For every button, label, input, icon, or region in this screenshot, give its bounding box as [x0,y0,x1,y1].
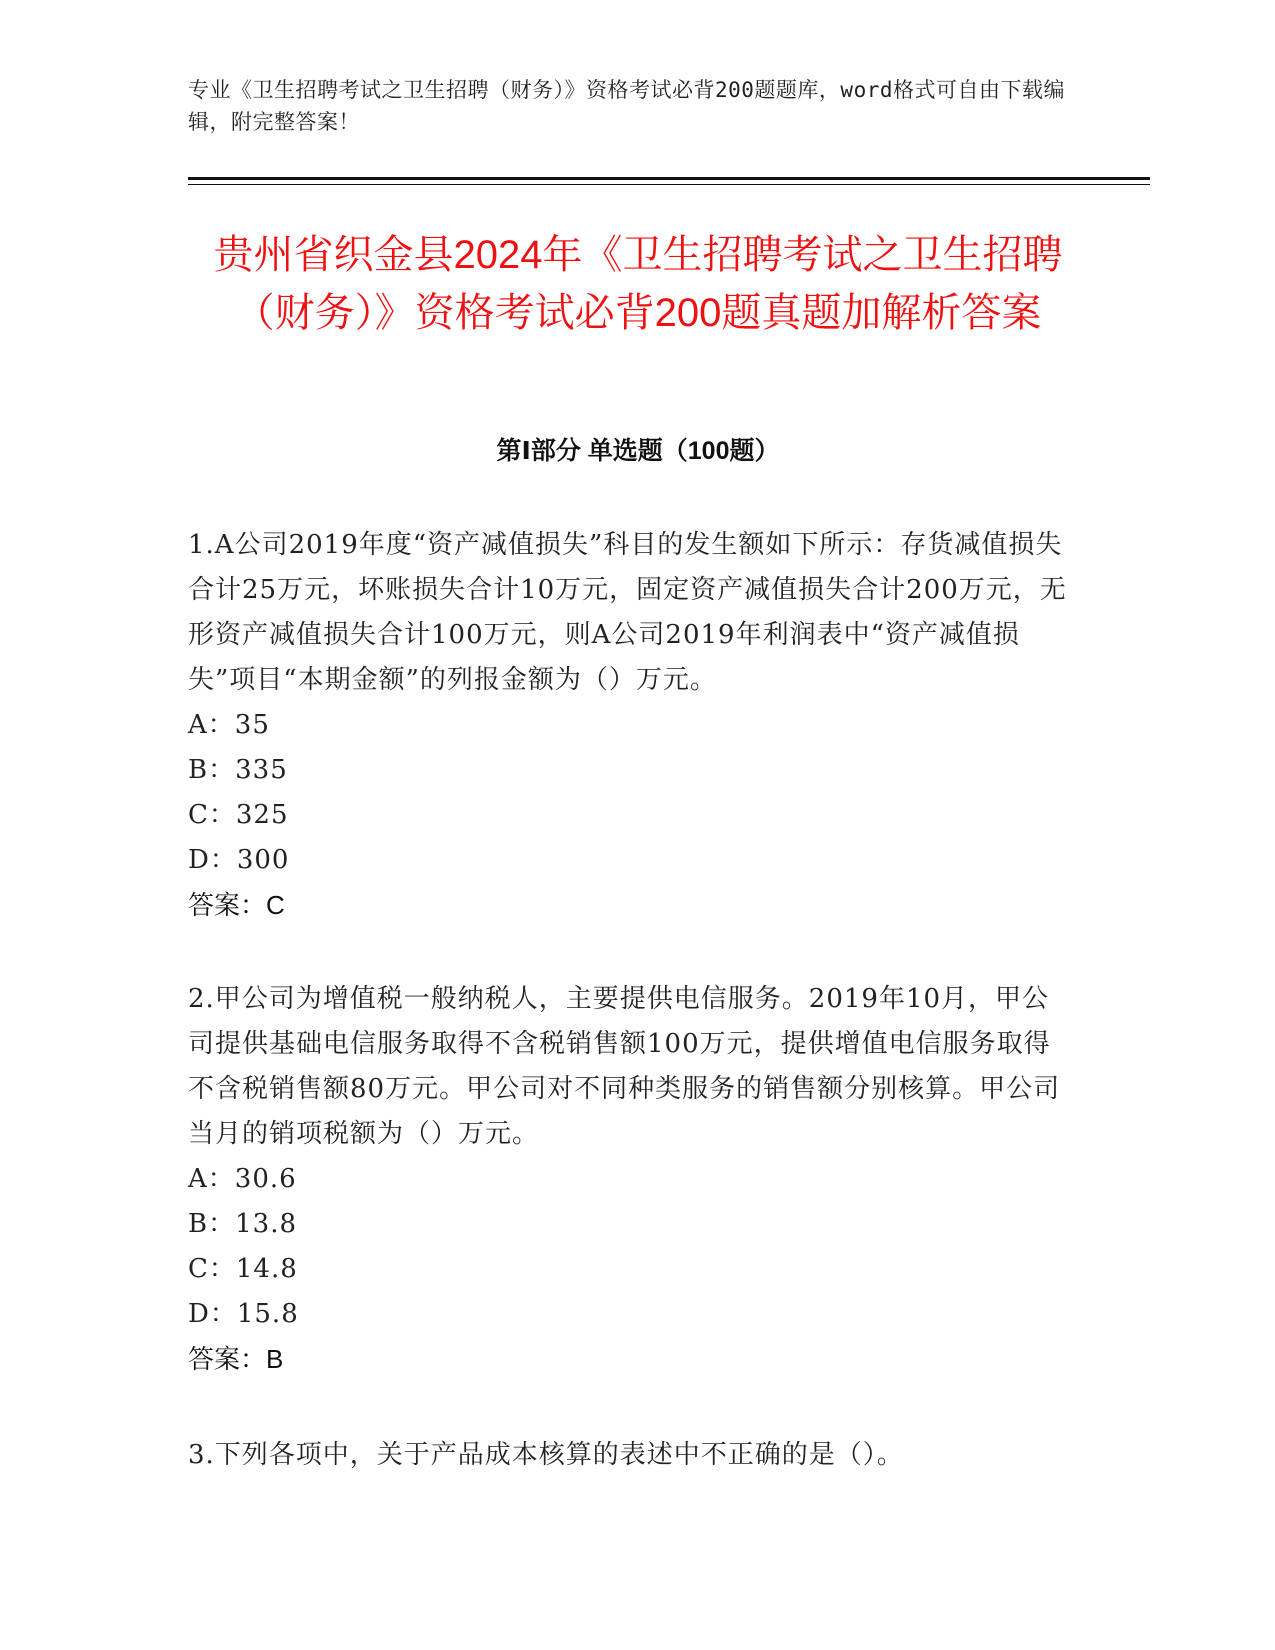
answer: 答案：B [188,1344,284,1374]
option-a: A：30.6 [188,1164,297,1194]
section-heading: 第Ⅰ部分 单选题（100题） [496,437,780,465]
question-stem: 1.A公司2019年度“资产减值损失”科目的发生额如下所示：存货减值损失合计25万元，坏账损失合计10万元，固定资产减值损失合计200万元，无形资产减值损失合计100万元，则A公司2019年利润表中“资产减值损失”项目“本期金额”的列报金额为（）万元。 [188,530,1067,695]
header-note: 专业《卫生招聘考试之卫生招聘（财务）》资格考试必背200题题库，word格式可自由下载编辑，附完整答案！ [188,78,1065,134]
option-a: A：35 [188,710,270,740]
question-3 [188,1433,1068,1478]
option-b: B：13.8 [188,1209,297,1239]
option-d: D：300 [188,845,290,875]
header-divider-thin [188,184,1150,185]
document-title: 贵州省织金县2024年《卫生招聘考试之卫生招聘（财务）》资格考试必背200题真题加解析答案 [213,233,1063,335]
answer: 答案：C [188,890,285,920]
option-d: D：15.8 [188,1299,299,1329]
header-divider-thick [188,177,1150,180]
question-stem: 2.甲公司为增值税一般纳税人，主要提供电信服务。2019年10月，甲公司提供基础电信服务取得不含税销售额100万元，提供增值电信服务取得不含税销售额80万元。甲公司对不同种类服务的销售额分别核算。甲公司当月的销项税额为（）万元。 [188,984,1061,1149]
question-stem: 3.下列各项中，关于产品成本核算的表述中不正确的是（）。 [188,1440,904,1470]
option-c: C：14.8 [188,1254,298,1284]
question-1 [188,523,1068,928]
option-c: C：325 [188,800,289,830]
option-b: B：335 [188,755,288,785]
question-2 [188,977,1068,1382]
